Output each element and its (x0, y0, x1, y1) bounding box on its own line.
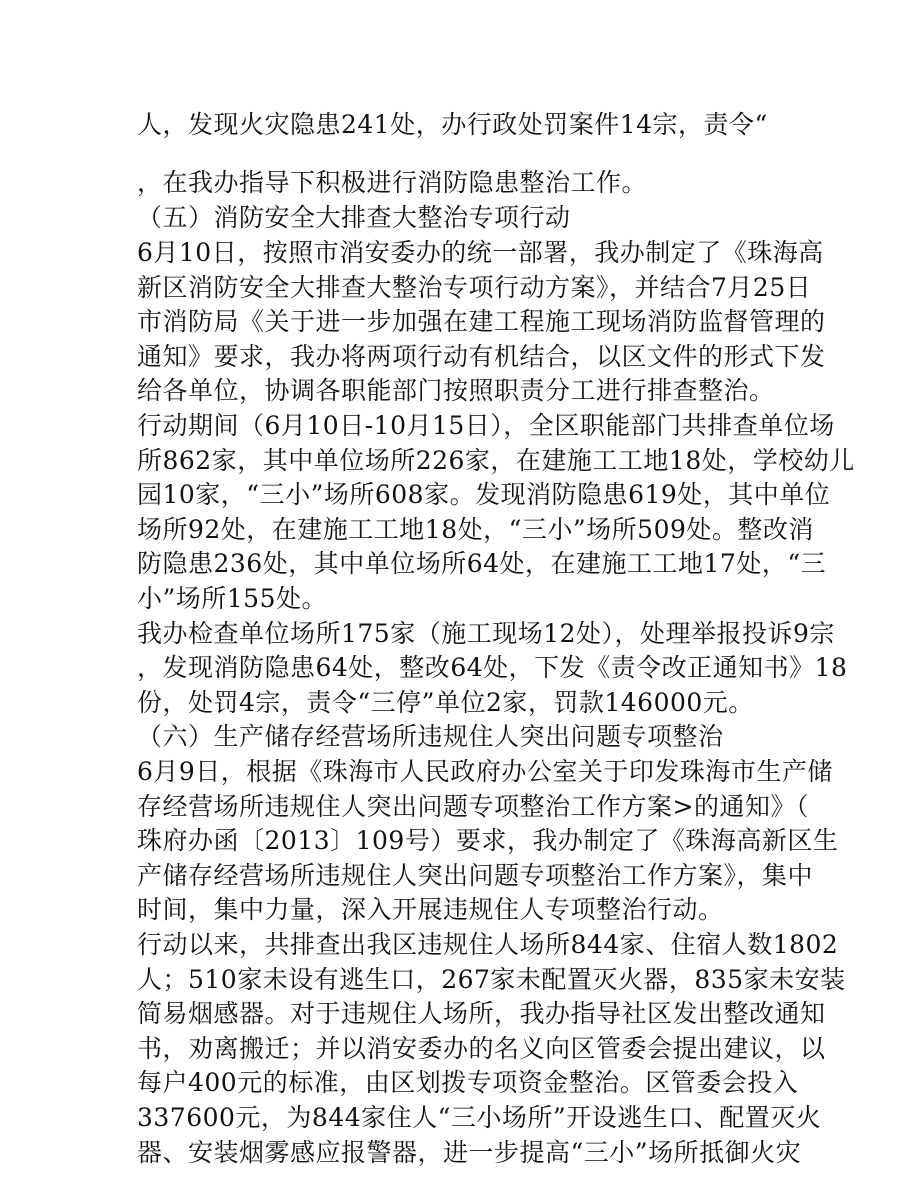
text-line: 我办检查单位场所175家（施工现场12处），处理举报投诉9宗 (137, 619, 835, 648)
text-line: ，发现消防隐患64处，整改64处，下发《责令改正通知书》18 (137, 653, 848, 682)
text-line: 所862家，其中单位场所226家，在建施工工地18处，学校幼儿 (137, 446, 855, 475)
text-line: 6月10日，按照市消安委办的统一部署，我办制定了《珠海高 (137, 238, 824, 267)
section-heading: （五）消防安全大排查大整治专项行动 (137, 203, 571, 232)
text-line: ，在我办指导下积极进行消防隐患整治工作。 (137, 168, 648, 197)
text-line: 存经营场所违规住人突出问题专项整治工作方案>的通知》（ (137, 792, 809, 821)
text-line: 小”场所155处。 (137, 584, 327, 613)
text-line: 器、安装烟雾感应报警器，进一步提高“三小”场所抵御火灾 (137, 1138, 802, 1167)
text-line: 市消防局《关于进一步加强在建工程施工现场消防监督管理的 (137, 307, 826, 336)
text-line: 份，处罚4宗，责令“三停”单位2家，罚款146000元。 (137, 688, 754, 717)
text-line: 时间，集中力量，深入开展违规住人专项整治行动。 (137, 895, 724, 924)
text-line: 园10家，“三小”场所608家。发现消防隐患619处，其中单位 (137, 480, 831, 509)
section-heading: （六）生产储存经营场所违规住人突出问题专项整治 (137, 722, 724, 751)
text-line: 简易烟感器。对于违规住人场所，我办指导社区发出整改通知 (137, 999, 826, 1028)
text-line: 人；510家未设有逃生口，267家未配置灭火器，835家未安装 (137, 965, 846, 994)
text-line: 337600元，为844家住人“三小场所”开设逃生口、配置灭火 (137, 1103, 822, 1132)
text-line: 给各单位，协调各职能部门按照职责分工进行排查整治。 (137, 376, 775, 405)
text-line: 每户400元的标准，由区划拨专项资金整治。区管委会投入 (137, 1068, 799, 1097)
text-line: 行动以来，共排查出我区违规住人场所844家、住宿人数1802 (137, 930, 839, 959)
text-line: 人，发现火灾隐患241处，办行政处罚案件14宗，责令“ (137, 110, 768, 139)
text-line: 行动期间（6月10日-10月15日），全区职能部门共排查单位场 (137, 411, 835, 440)
text-line: 通知》要求，我办将两项行动有机结合，以区文件的形式下发 (137, 342, 826, 371)
text-line: 书，劝离搬迁；并以消安委办的名义向区管委会提出建议，以 (137, 1034, 826, 1063)
text-line: 6月9日，根据《珠海市人民政府办公室关于印发珠海市生产储 (137, 757, 833, 786)
text-line: 珠府办函〔2013〕109号）要求，我办制定了《珠海高新区生 (137, 826, 839, 855)
text-line: 场所92处，在建施工工地18处，“三小”场所509处。整改消 (137, 515, 814, 544)
text-line: 产储存经营场所违规住人突出问题专项整治工作方案》，集中 (137, 861, 814, 890)
text-line: 新区消防安全大排查大整治专项行动方案》，并结合7月25日 (137, 273, 812, 302)
text-line: 防隐患236处，其中单位场所64处，在建施工工地17处，“三 (137, 549, 827, 578)
